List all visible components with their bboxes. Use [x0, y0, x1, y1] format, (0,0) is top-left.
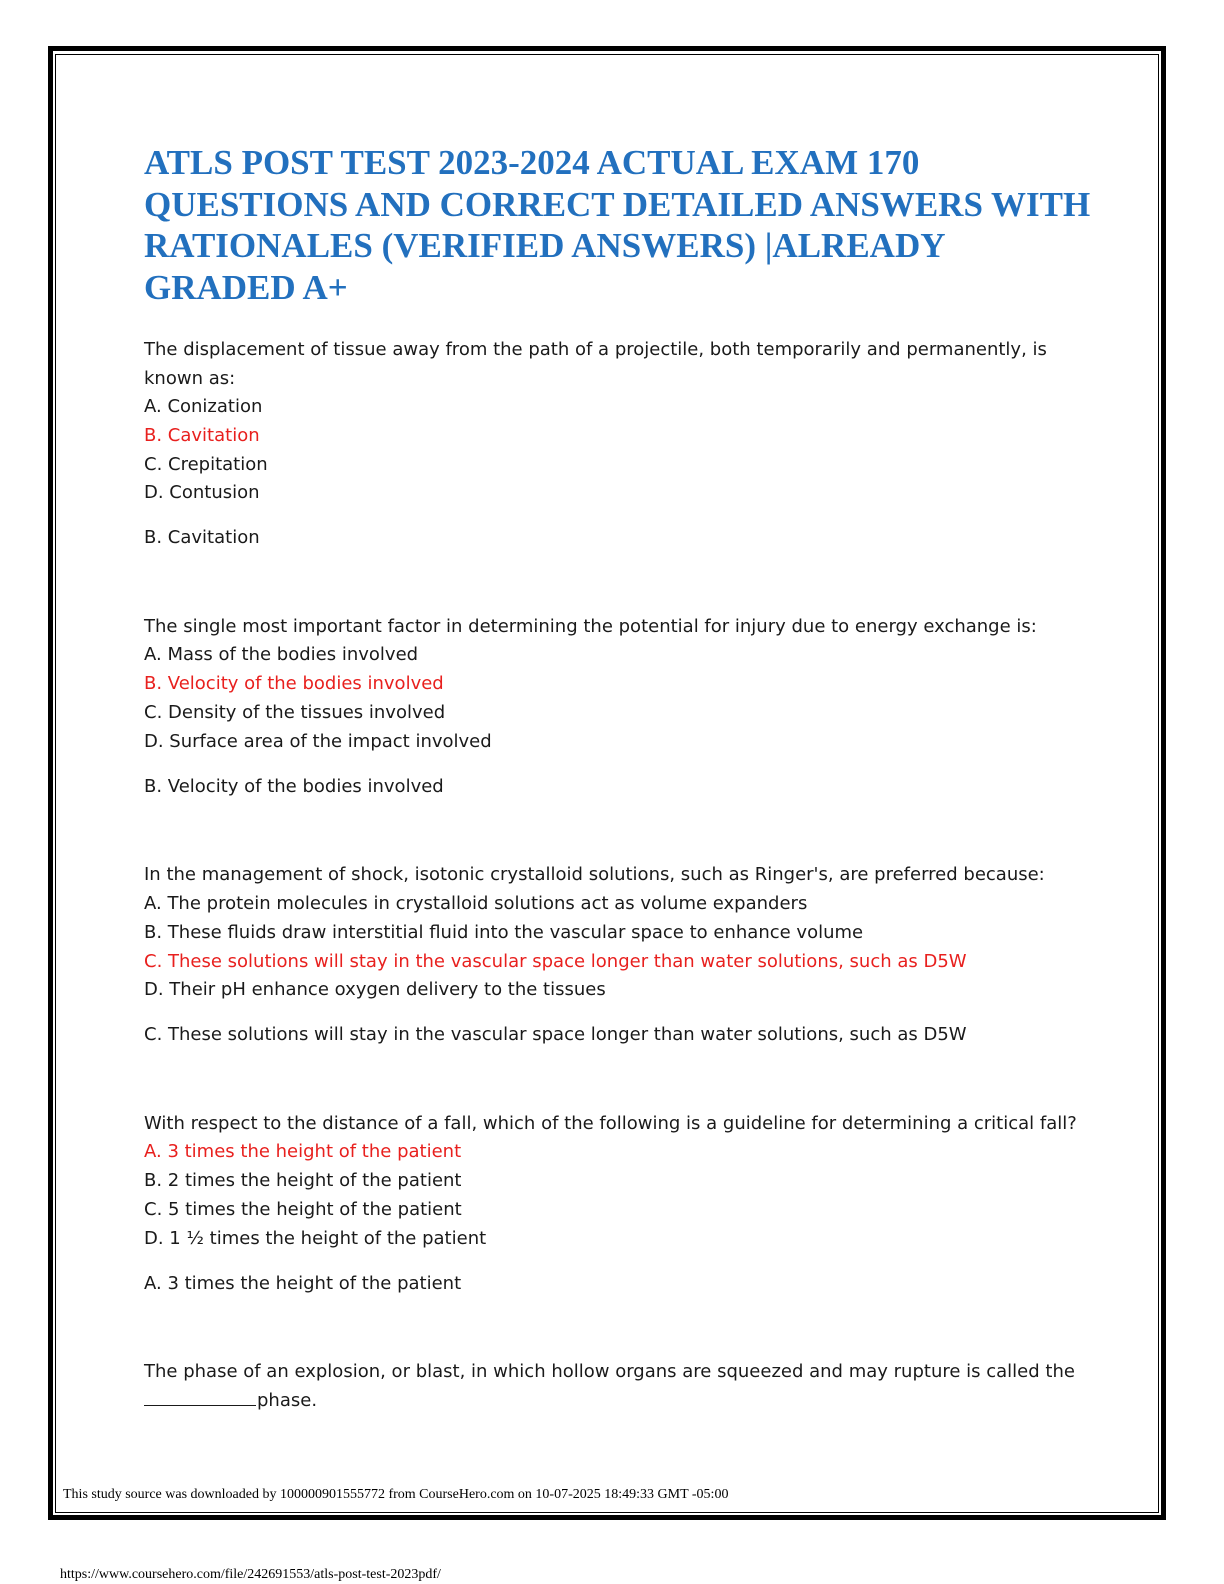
fill-in-blank	[144, 1387, 256, 1406]
answer-text: A. 3 times the height of the patient	[144, 1272, 462, 1294]
question-text: The single most important factor in determining the potential for injury due to energy exchange is:	[144, 615, 1037, 637]
option-c-correct: C. These solutions will stay in the vascular space longer than water solutions, such as D5W	[144, 950, 967, 972]
question-list	[144, 336, 1084, 1415]
blank-suffix: phase.	[257, 1389, 318, 1411]
question-text: The phase of an explosion, or blast, in which hollow organs are squeezed and may rupture is called the	[144, 1361, 1075, 1383]
option-c: C. Density of the tissues involved	[144, 702, 446, 724]
option-b-correct: B. Cavitation	[144, 424, 260, 446]
question-text: With respect to the distance of a fall, which of the following is a guideline for determining a critical fall?	[144, 1112, 1077, 1134]
question-4	[144, 1110, 1084, 1298]
option-a: A. Mass of the bodies involved	[144, 644, 419, 666]
option-b-correct: B. Velocity of the bodies involved	[144, 673, 444, 695]
page-url[interactable]: https://www.coursehero.com/file/242691553/atls-post-test-2023pdf/	[60, 1567, 441, 1582]
question-2	[144, 613, 1084, 801]
blank-line	[144, 1387, 1084, 1416]
question-5	[144, 1358, 1084, 1415]
option-a: A. Conization	[144, 396, 263, 417]
option-a: A. The protein molecules in crystalloid solutions act as volume expanders	[144, 892, 808, 914]
option-a-correct: A. 3 times the height of the patient	[144, 1141, 462, 1163]
document-title: ATLS POST TEST 2023-2024 ACTUAL EXAM 170 QUESTIONS AND CORRECT DETAILED ANSWERS WITH RATIONALES (VERIFIED ANSWERS) |ALREADY GRADED A+	[144, 143, 1091, 307]
answer-text: C. These solutions will stay in the vascular space longer than water solutions, such as D5W	[144, 1024, 967, 1046]
option-d: D. Contusion	[144, 482, 260, 504]
download-note: This study source was downloaded by 100000901555772 from CourseHero.com on 10-07-2025 18:49:33 GMT -05:00	[63, 1487, 729, 1502]
option-b: B. 2 times the height of the patient	[144, 1170, 462, 1192]
answer-text: B. Velocity of the bodies involved	[144, 775, 444, 797]
question-1	[144, 336, 1084, 553]
question-text: The displacement of tissue away from the path of a projectile, both temporarily and permanently, is known as:	[144, 339, 1047, 389]
question-text: In the management of shock, isotonic crystalloid solutions, such as Ringer's, are preferred because:	[144, 864, 1045, 886]
option-d: D. 1 ½ times the height of the patient	[144, 1227, 487, 1249]
question-3	[144, 861, 1084, 1049]
option-d: D. Their pH enhance oxygen delivery to the tissues	[144, 979, 606, 1001]
option-c: C. 5 times the height of the patient	[144, 1199, 462, 1221]
option-b: B. These fluids draw interstitial fluid into the vascular space to enhance volume	[144, 921, 864, 943]
option-c: C. Crepitation	[144, 453, 268, 475]
option-d: D. Surface area of the impact involved	[144, 730, 492, 752]
answer-text: B. Cavitation	[144, 527, 260, 549]
